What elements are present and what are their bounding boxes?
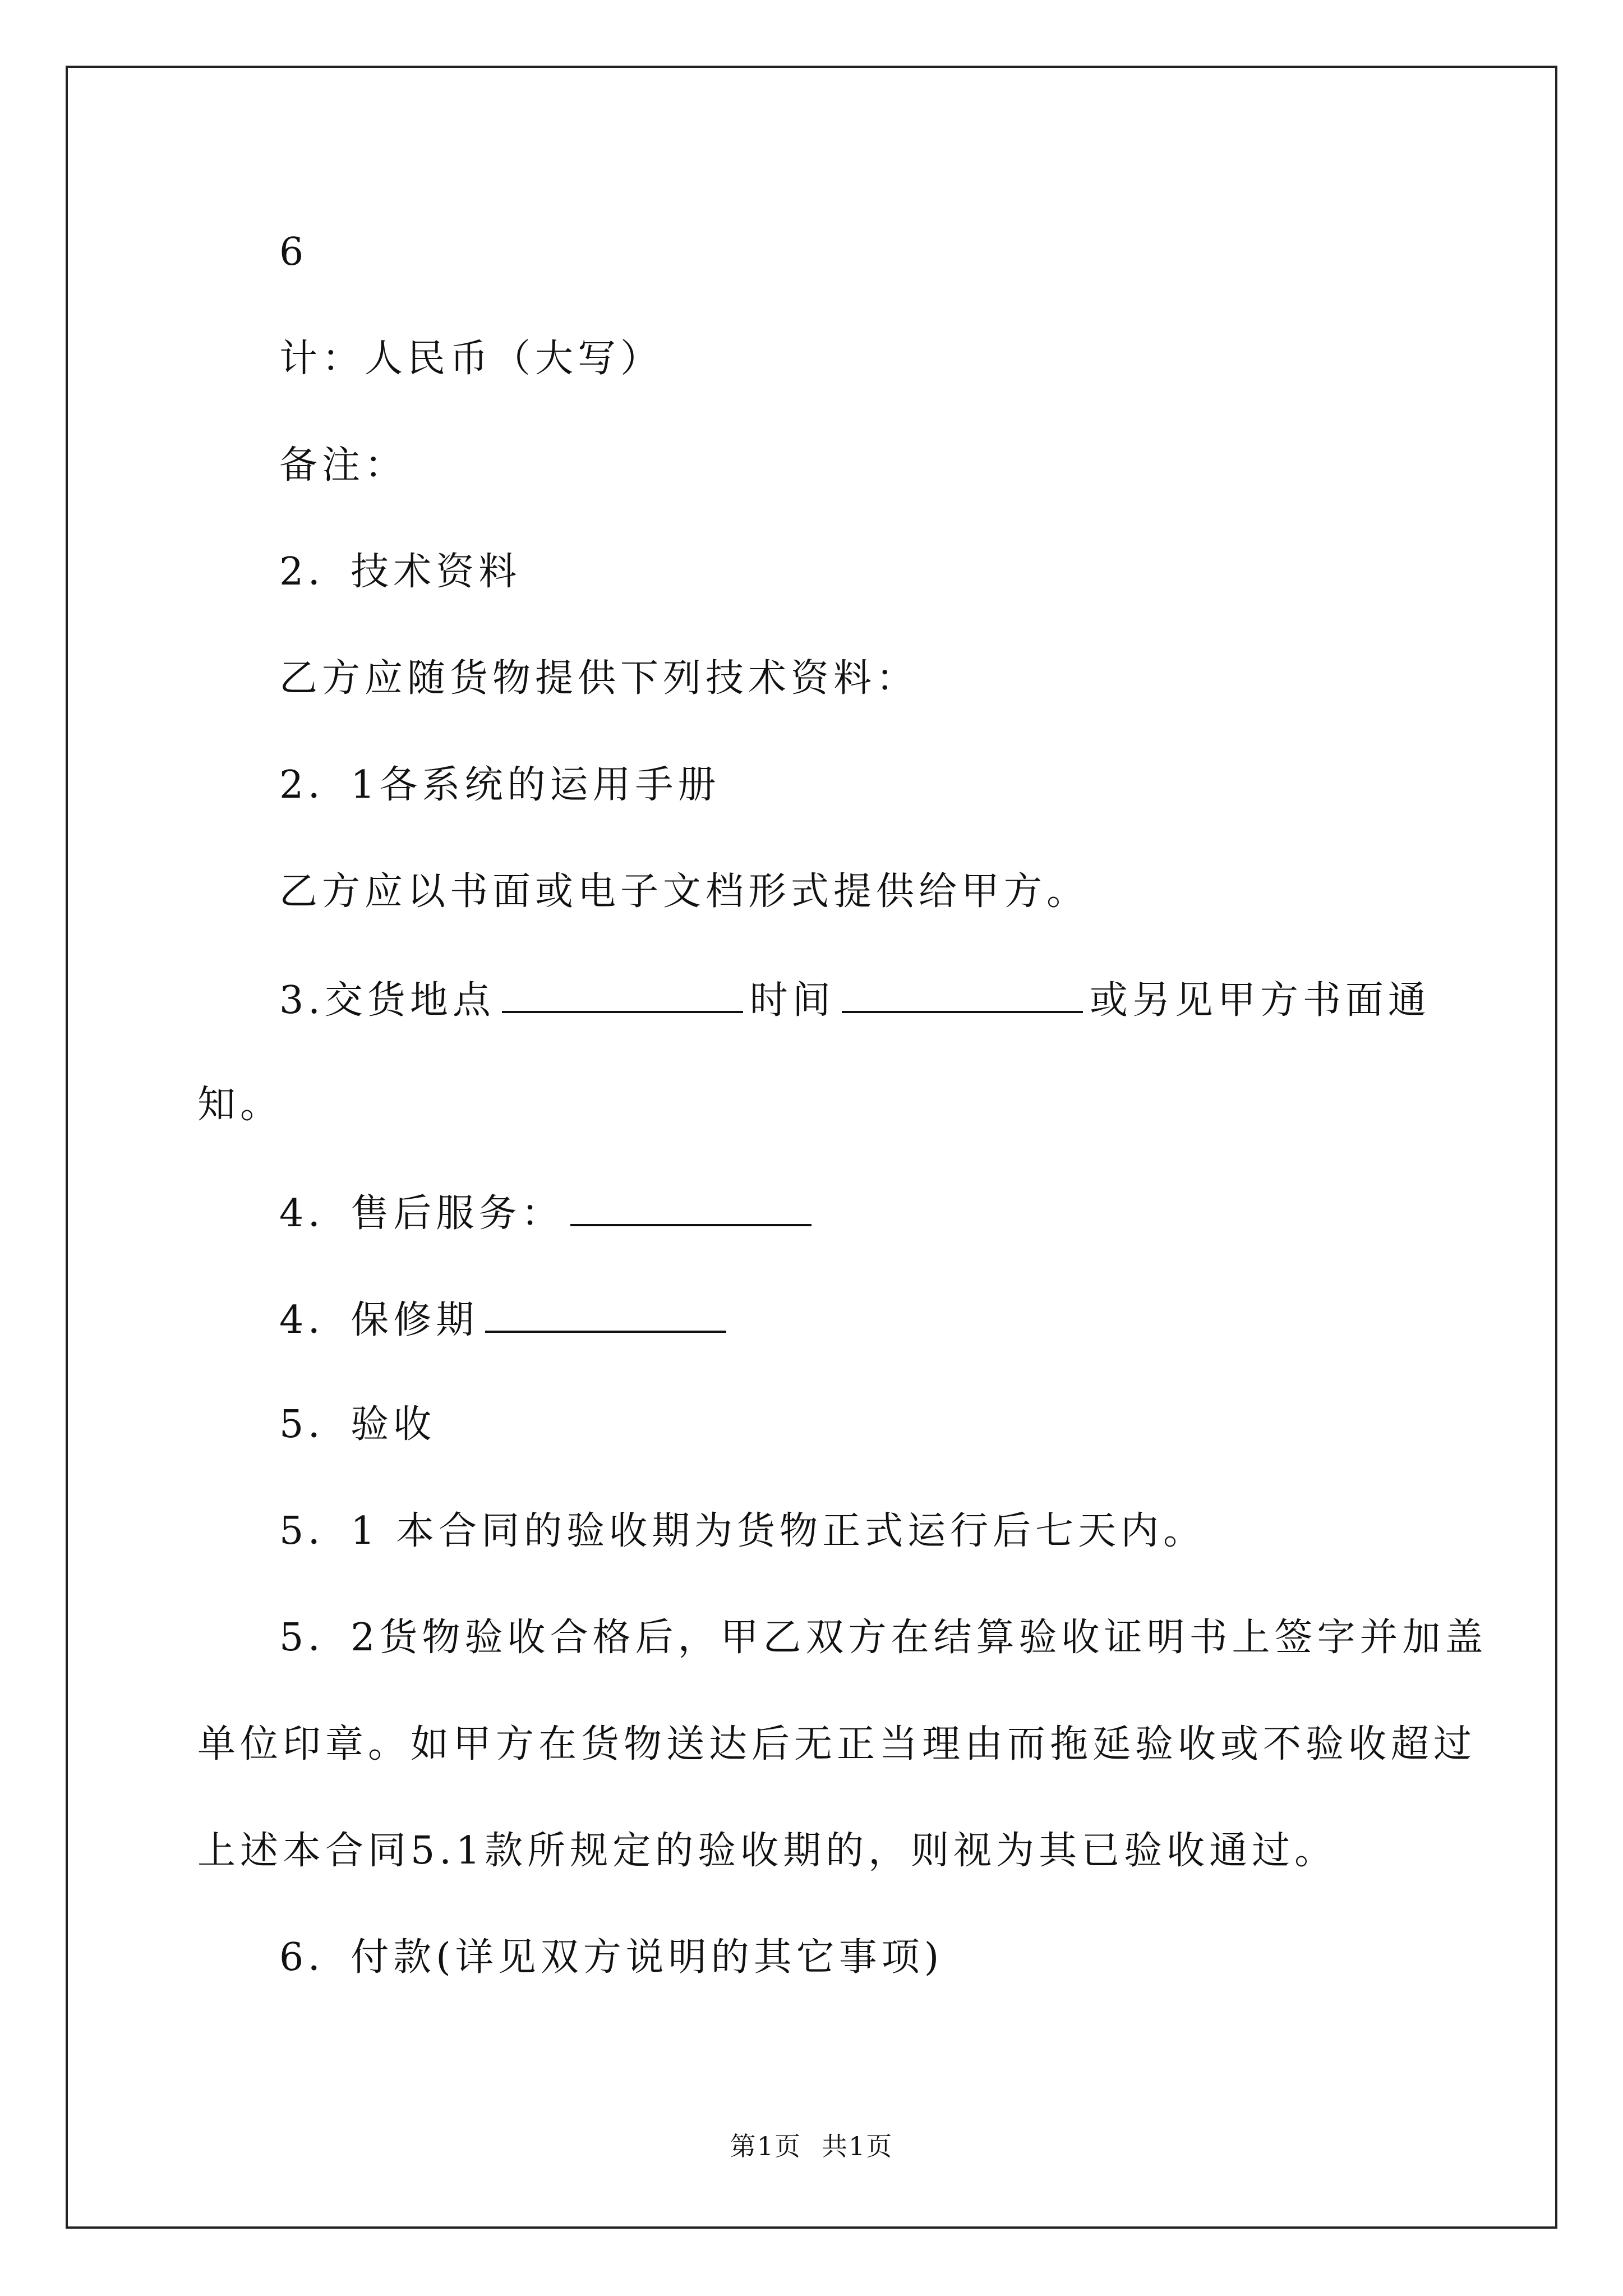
text-line: 上述本合同5.1款所规定的验收期的，则视为其已验收通过。 xyxy=(197,1829,1338,1873)
text-line: 5．1 本合同的验收期为货物正式运行后七天内。 xyxy=(279,1509,1206,1553)
text-line: 知。 xyxy=(197,1083,283,1127)
delivery-time-blank xyxy=(842,976,1083,1013)
page-border xyxy=(66,66,1557,2229)
delivery-line xyxy=(279,976,1431,1023)
text-line: 备注： xyxy=(279,443,408,487)
delivery-time-label: 时间 xyxy=(749,978,835,1023)
delivery-place-blank xyxy=(502,976,743,1013)
after-sales-line xyxy=(279,1189,818,1236)
page-footer xyxy=(0,2126,1623,2163)
section-heading: 5．验收 xyxy=(279,1402,436,1447)
text-line: 2．1各系统的运用手册 xyxy=(279,763,721,807)
text-line: 6 xyxy=(279,230,308,274)
section-heading: 6．付款(详见双方说明的其它事项) xyxy=(279,1935,944,1980)
text-line: 单位印章。如甲方在货物送达后无正当理由而拖延验收或不验收超过 xyxy=(197,1722,1477,1766)
page-total: 共1页 xyxy=(822,2131,893,2161)
after-sales-blank xyxy=(570,1189,811,1226)
warranty-label: 4．保修期 xyxy=(279,1298,479,1342)
delivery-note: 或另见甲方书面通 xyxy=(1089,978,1431,1023)
warranty-blank xyxy=(485,1296,726,1333)
section-heading: 2．技术资料 xyxy=(279,550,522,594)
warranty-line xyxy=(279,1296,733,1343)
text-line: 5．2货物验收合格后，甲乙双方在结算验收证明书上签字并加盖 xyxy=(279,1616,1488,1660)
text-line: 计：人民币（大写） xyxy=(279,337,663,381)
after-sales-label: 4．售后服务： xyxy=(279,1191,564,1236)
page-number: 第1页 xyxy=(730,2131,801,2161)
text-line: 乙方应以书面或电子文档形式提供给甲方。 xyxy=(279,869,1090,914)
delivery-place-label: 3.交货地点 xyxy=(279,978,495,1023)
text-line: 乙方应随货物提供下列技术资料： xyxy=(279,656,919,701)
